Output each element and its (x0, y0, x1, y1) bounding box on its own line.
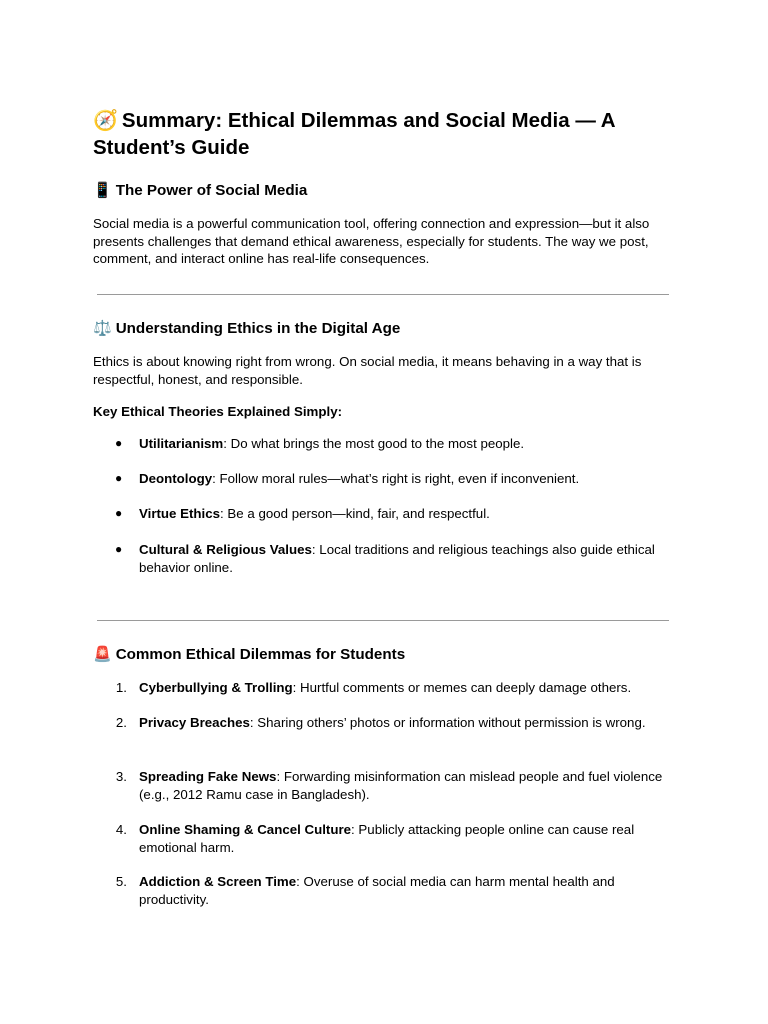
list-number: 4. (115, 822, 127, 837)
list-number: 1. (115, 680, 127, 695)
section-divider (97, 620, 669, 621)
page-title (93, 107, 673, 161)
theories-subheading: Key Ethical Theories Explained Simply: (93, 404, 343, 419)
bullet-icon: ● (115, 506, 123, 520)
section-paragraph-ethics: Ethics is about knowing right from wrong. On social media, it means behaving in a way that is respectful, honest, and responsible. (93, 354, 642, 387)
balance-scale-icon: ⚖️ (93, 319, 112, 337)
section-heading-power: 📱 The Power of Social Media (93, 181, 308, 199)
bullet-icon: ● (115, 542, 123, 556)
list-number: 2. (115, 715, 127, 730)
bullet-icon: ● (115, 436, 123, 450)
list-number: 5. (115, 874, 127, 889)
mobile-phone-icon: 📱 (93, 181, 112, 199)
compass-icon: 🧭 (93, 108, 118, 132)
police-light-icon: 🚨 (93, 645, 112, 663)
bullet-icon: ● (115, 471, 123, 485)
section-divider (97, 294, 669, 295)
section-heading-dilemmas: 🚨 Common Ethical Dilemmas for Students (93, 645, 406, 663)
list-number: 3. (115, 769, 127, 784)
page-title-text: Summary: Ethical Dilemmas and Social Media — A Student’s Guide (93, 109, 615, 159)
section-heading-ethics: ⚖️ Understanding Ethics in the Digital Age (93, 319, 401, 337)
section-paragraph-power: Social media is a powerful communication tool, offering connection and expression—but it also presents challenges that demand ethical awareness, especially for students. The way we post, comment, and interact online has real-life consequences. (93, 216, 650, 266)
